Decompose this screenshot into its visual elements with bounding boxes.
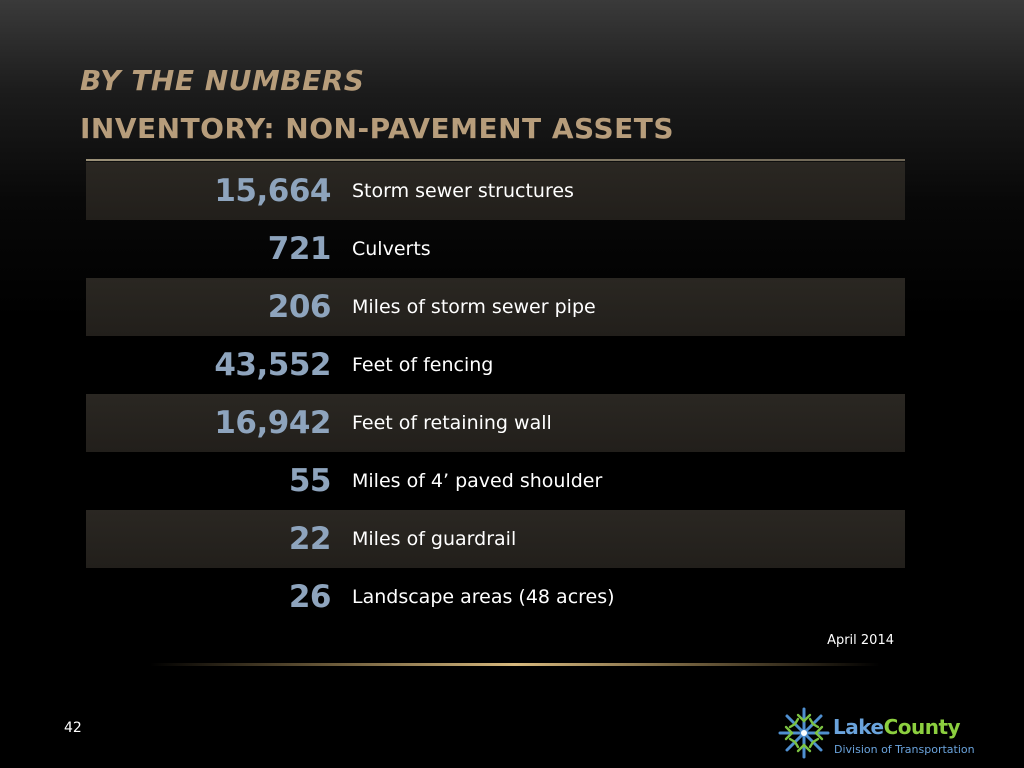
footer-divider [150,663,880,666]
lake-county-logo [776,705,1006,761]
snowflake-logo-icon [776,705,832,761]
slide-title: BY THE NUMBERS [80,64,365,97]
logo-subtitle: Division of Transportation [834,743,975,756]
asset-count: 206 [267,289,331,325]
logo-wordmark [833,715,960,739]
asset-description: Miles of guardrail [352,528,517,550]
asset-count: 22 [288,521,331,557]
table-row [86,568,905,626]
asset-count: 15,664 [214,173,331,209]
asset-description: Culverts [352,238,431,260]
table-row [86,278,905,336]
asset-description: Feet of retaining wall [352,412,552,434]
slide-subtitle: INVENTORY: NON-PAVEMENT ASSETS [80,112,675,145]
table-row [86,394,905,452]
asset-count: 721 [267,231,331,267]
date-label: April 2014 [827,633,894,648]
asset-description: Feet of fencing [352,354,494,376]
table-row [86,162,905,220]
asset-count: 55 [288,463,331,499]
asset-description: Landscape areas (48 acres) [352,586,615,608]
logo-word-lake: Lake [833,715,884,739]
page-number: 42 [64,720,82,736]
asset-description: Storm sewer structures [352,180,574,202]
table-row [86,336,905,394]
table-row [86,220,905,278]
logo-word-county: County [883,715,961,739]
asset-description: Miles of storm sewer pipe [352,296,596,318]
asset-count: 26 [288,579,331,615]
table-top-rule [86,159,905,161]
asset-count: 16,942 [214,405,331,441]
asset-description: Miles of 4’ paved shoulder [352,470,603,492]
inventory-table [86,162,905,626]
asset-count: 43,552 [214,347,331,383]
table-row [86,452,905,510]
table-row [86,510,905,568]
